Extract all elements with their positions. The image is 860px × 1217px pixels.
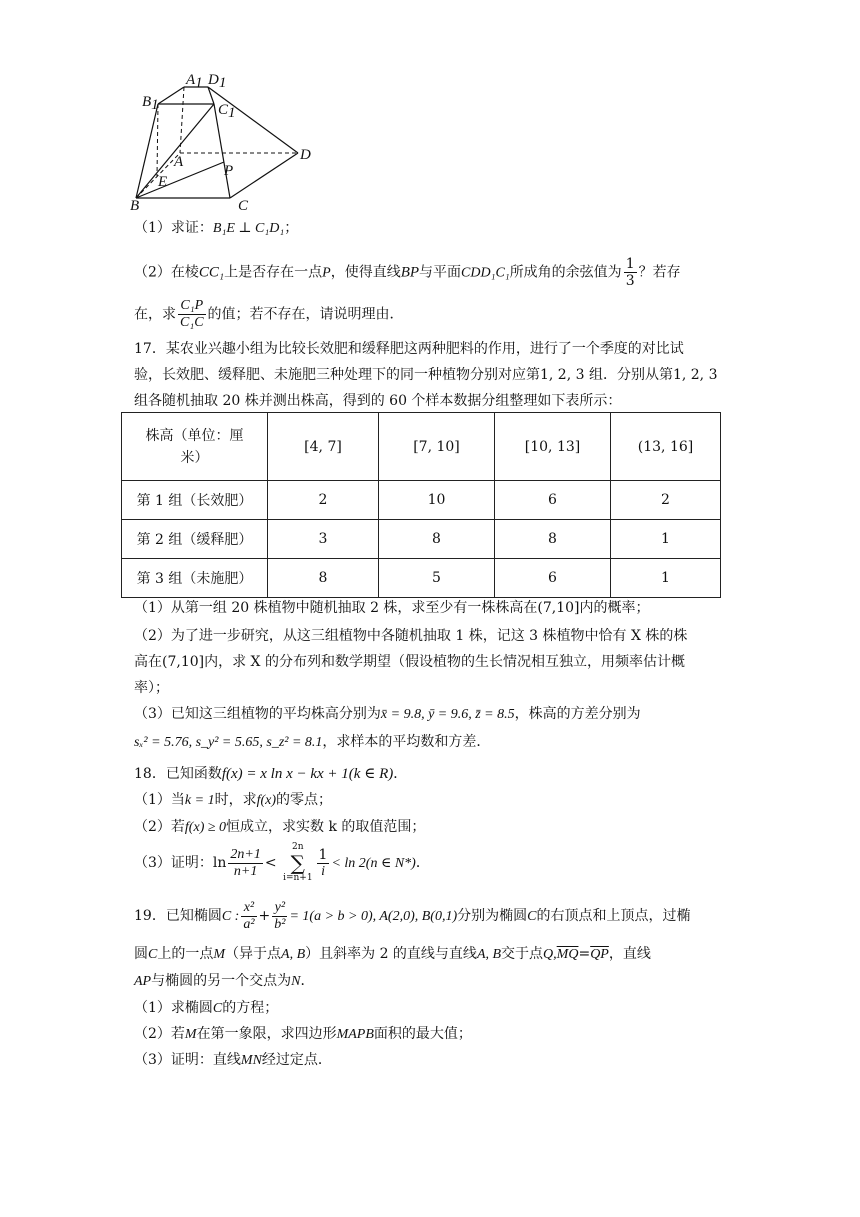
table-cell: 3 <box>268 520 379 559</box>
label-A1: A1 <box>186 72 203 91</box>
q18-part2: （2）若f(x) ≥ 0恒成立，求实数 k 的取值范围； <box>134 819 426 835</box>
table-header-cell: 株高（单位：厘米） <box>122 413 268 481</box>
fraction-one-third: $\frac{1}{3}$ <box>625 256 635 289</box>
geometry-figure <box>128 70 328 210</box>
table-cell: 1 <box>611 559 721 598</box>
table-cell: 5 <box>379 559 495 598</box>
q17-part2-b: 高在(7,10]内，求 X 的分布列和数学期望（假设植物的生长情况相互独立，用频率估计概 <box>134 654 685 670</box>
q17-part2-c: 率）； <box>134 680 169 696</box>
table-cell: 第 1 组（长效肥） <box>122 481 268 520</box>
q16-part2-cont: 在，求 $\frac{\text{C₁P}}{\text{C₁C}}$ 的值；若不存在，请说明理由． <box>134 298 404 330</box>
table-cell: 6 <box>495 481 611 520</box>
plant-height-table <box>121 412 721 598</box>
table-cell: 6 <box>495 559 611 598</box>
table-cell: 8 <box>268 559 379 598</box>
table-row <box>122 481 721 520</box>
table-row <box>122 559 721 598</box>
table-cell: 8 <box>379 520 495 559</box>
q19-line1: 19．已知椭圆C : $\frac{\text{x²}}{\text{a²}}$ + $\frac{\text{y²}}{\text{b²}}$ = 1(a > b > 0), A(2,0), B(0,1)分别为椭圆C的右顶点和上顶点，过椭 <box>134 899 691 932</box>
fraction-x2-a2: $\frac{\text{x²}}{\text{a²}}$ <box>243 899 255 932</box>
q16-part1: （1）求证：B₁E ⊥ C₁D₁； <box>134 220 299 236</box>
q18-intro: 18．已知函数f(x) = x ln x − kx + 1(k ∈ R)． <box>134 766 408 782</box>
q17-part3-b: sₓ² = 5.76, s_y² = 5.65, s_z² = 8.1，求样本的平均数和方差． <box>134 734 491 750</box>
table-cell: 10 <box>379 481 495 520</box>
q18-part3: （3）证明：ln $\frac{2n+1}{n+1}$ < 2n ∑ i=n+1 $\frac{1}{i}$ < ln 2(n ∈ N*)． <box>134 842 430 883</box>
fraction-1-i: $\frac{1}{i}$ <box>318 846 328 879</box>
q19-part1: （1）求椭圆C的方程； <box>134 1000 279 1016</box>
q17-part2-a: （2）为了进一步研究，从这三组植物中各随机抽取 1 株，记这 3 株植物中恰有 X 株的株 <box>134 628 688 644</box>
table-cell: 第 2 组（缓释肥） <box>122 520 268 559</box>
q16-part2: （2）在棱CC₁上是否存在一点P，使得直线BP与平面CDD₁C₁所成角的余弦值为 $\frac{1}{3}$ ？若存 <box>134 256 681 289</box>
q17-part1: （1）从第一组 20 株植物中随机抽取 2 株，求至少有一株株高在(7,10]内的概率； <box>134 600 650 616</box>
table-row <box>122 520 721 559</box>
q17-intro-3: 组各随机抽取 20 株并测出株高，得到的 60 个样本数据分组整理如下表所示： <box>134 393 622 409</box>
table-cell: 2 <box>611 481 721 520</box>
label-E: E <box>158 174 168 190</box>
table-cell: 1 <box>611 520 721 559</box>
q19-line2: 圆C上的一点M（异于点A, B）且斜率为 2 的直线与直线A, B交于点$Q,\overline{MQ}=\overline{QP}$，直线 <box>134 946 651 962</box>
table-cell: 8 <box>495 520 611 559</box>
table-cell: 2 <box>268 481 379 520</box>
table-cell: 第 3 组（未施肥） <box>122 559 268 598</box>
fraction-y2-b2: $\frac{\text{y²}}{\text{b²}}$ <box>274 899 286 932</box>
q19-part3: （3）证明：直线MN经过定点． <box>134 1052 332 1068</box>
table-header-cell: [7, 10] <box>379 413 495 481</box>
label-P: P <box>224 163 234 179</box>
q19-line3: AP与椭圆的另一个交点为N． <box>134 973 315 989</box>
label-D: D <box>300 147 311 163</box>
label-B: B <box>130 198 140 210</box>
summation: 2n ∑ i=n+1 <box>283 842 313 883</box>
fraction-2n1-n1: $\frac{2n+1}{n+1}$ <box>230 846 261 879</box>
table-header-cell: [10, 13] <box>495 413 611 481</box>
label-C1: C1 <box>218 102 236 121</box>
label-D1: D1 <box>208 72 227 91</box>
q17-intro-1: 17．某农业兴趣小组为比较长效肥和缓释肥这两种肥料的作用，进行了一个季度的对比试 <box>134 341 684 357</box>
label-A: A <box>174 154 184 170</box>
label-B1: B1 <box>142 94 159 113</box>
fraction-c1p-c1c: $\frac{\text{C₁P}}{\text{C₁C}}$ <box>180 298 204 330</box>
table-header-cell: (13, 16] <box>611 413 721 481</box>
q17-intro-2: 验，长效肥、缓释肥、未施肥三种处理下的同一种植物分别对应第1, 2, 3 组．分别从第1, 2, 3 <box>134 367 718 383</box>
q18-part1: （1）当k = 1时，求f(x)的零点； <box>134 792 333 808</box>
q17-part3-a: （3）已知这三组植物的平均株高分别为x̄ = 9.8, ȳ = 9.6, z̄ = 8.5，株高的方差分别为 <box>134 706 641 722</box>
table-header-row <box>122 413 721 481</box>
q19-part2: （2）若M在第一象限，求四边形MAPB面积的最大值； <box>134 1026 472 1042</box>
table-header-cell: [4, 7] <box>268 413 379 481</box>
label-C: C <box>238 198 249 210</box>
